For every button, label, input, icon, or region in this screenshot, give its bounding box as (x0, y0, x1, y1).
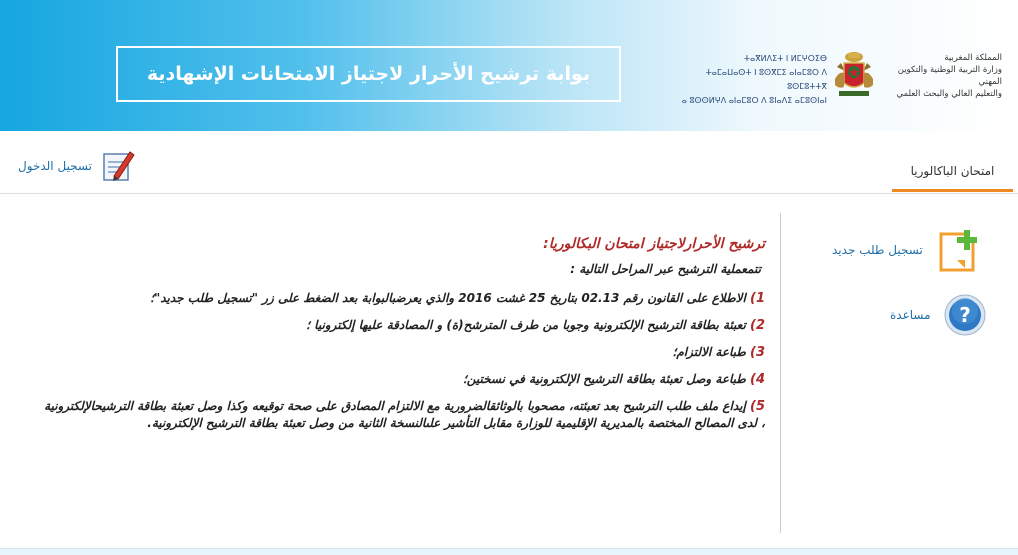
instruction-step (40, 317, 765, 334)
new-document-plus-icon[interactable] (935, 226, 983, 274)
portal-title: بوابة ترشيح الأحرار لاجتياز الامتحانات الإشهادية (146, 63, 591, 85)
instruction-step (40, 344, 765, 361)
help-button[interactable] (890, 293, 987, 337)
ministry-line: والتعليم العالي والبحث العلمي (896, 89, 1002, 99)
content-divider (780, 213, 781, 533)
step-number: 5) (750, 399, 765, 414)
ministry-line: وزارة التربية الوطنية والتكوين المهني (897, 65, 1002, 87)
new-request-button[interactable] (832, 226, 983, 274)
instructions-panel (40, 236, 765, 441)
instruction-step (40, 398, 765, 431)
nav-bar (0, 131, 1018, 194)
instructions-heading: ترشيح الأحرارلاجتياز امتحان البكالوريا: (543, 236, 765, 252)
svg-text:?: ? (958, 303, 971, 327)
ministry-line: المملكة المغربية (944, 53, 1002, 63)
portal-title-box (116, 46, 621, 102)
ministry-name (878, 52, 1002, 100)
step-number: 3) (750, 345, 765, 360)
instruction-step (40, 371, 765, 388)
tifinagh-line: ⴰ ⵓⵙⵙⵍⵖⴷ ⴰⵏⴰⵎⵓⵔ ⴷ ⵓⵏⴰⴷⵉ ⴰⵎⵓⵙⵏⴰⵏ (681, 96, 827, 105)
help-label[interactable]: مساعدة (890, 308, 931, 322)
tifinagh-ministry-name (672, 52, 827, 108)
login-label[interactable]: تسجيل الدخول (18, 159, 92, 173)
instruction-step (40, 290, 765, 307)
tab-baccalaureate-label[interactable]: امتحان الباكالوريا (910, 164, 995, 178)
step-number: 1) (750, 291, 765, 306)
tifinagh-line: ⵜⴰⴳⵍⴷⵉⵜ ⵏ ⵍⵎⵖⵔⵉⴱ (743, 54, 827, 63)
step-number: 4) (750, 372, 765, 387)
help-question-icon[interactable] (943, 293, 987, 337)
tifinagh-line: ⵜⴰⵎⴰⵡⴰⵙⵜ ⵏ ⵓⵙⴳⵎⵉ ⴰⵏⴰⵎⵓⵔ ⴷ ⵓⵙⵎⵓⵜⵜⴳ (705, 68, 827, 91)
step-text: إيداع ملف طلب الترشيح بعد تعبئته، مصحوبا بالوثائقالضرورية مع الالتزام المصادق على صحة توقيعه وكذا وصل تعبئة بطاقة الترشيحالإلكترونية ، لدى المصالح المختصة بالمديرية الإقليمية للوزارة مقابل التأشير علىالنسخة الثانية من وصل تعبئة بطاقة الترشيح الإلكترونية. (44, 399, 765, 430)
new-request-label[interactable]: تسجيل طلب جديد (832, 243, 923, 257)
step-text: طباعة الالتزام؛ (672, 345, 746, 359)
step-text: الاطلاع على القانون رقم 02.13 بتاريخ 25 غشت 2016 والذي يعرضبالبوابة بعد الضغط على زر "تسجيل طلب جديد"؛ (150, 291, 746, 305)
page-header (0, 0, 1018, 131)
login-link[interactable] (18, 148, 136, 184)
instructions-intro: تتمعملية الترشيح عبر المراحل التالية : (570, 262, 761, 276)
coat-of-arms-icon (831, 49, 877, 99)
login-pen-icon[interactable] (100, 148, 136, 184)
tab-baccalaureate[interactable] (892, 152, 1013, 192)
step-number: 2) (750, 318, 765, 333)
step-text: تعبئة بطاقة الترشيح الإلكترونية وجوبا من طرف المترشح(ة) و المصادقة عليها إلكترونيا ؛ (306, 318, 746, 332)
step-text: طباعة وصل تعبئة بطاقة الترشيح الإلكترونية في نسختين؛ (462, 372, 746, 386)
